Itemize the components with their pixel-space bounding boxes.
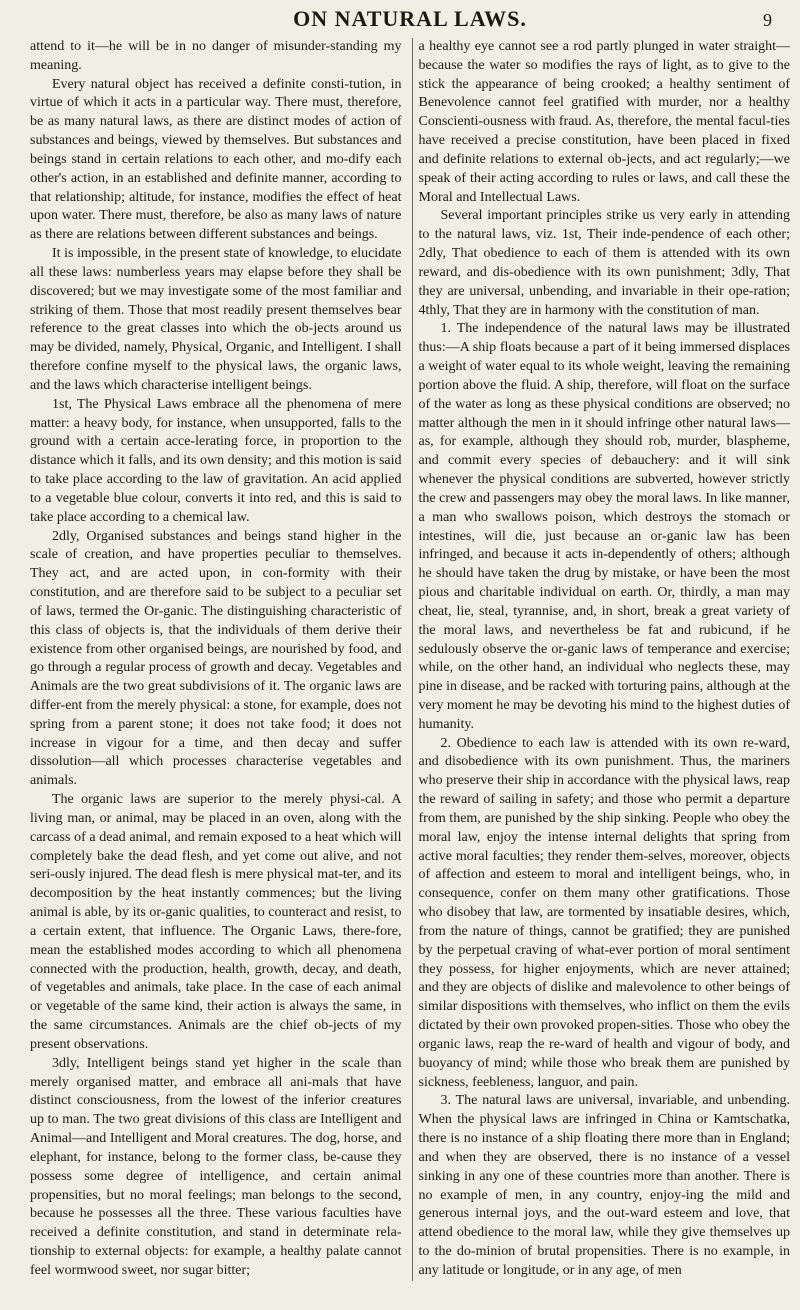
left-column [30, 38, 402, 1281]
paragraph: Several important principles strike us very early in attending to the natural laws, viz. 1st, Their inde-pendence of each other; 2dly, That obedience to each of them is attended with its own reward, and dis-obedience with its own punishment; 3dly, That they are universal, unbending, and invariable in their ope-ration; 4thly, That they are in harmony with the constitution of man. [418, 208, 790, 318]
running-head: ON NATURAL LAWS. [293, 6, 527, 31]
paragraph: Every natural object has received a definite consti-tution, in virtue of which it acts in a particular way. There must, therefore, be as many natural laws, as there are distinct modes of action of substances and beings, viewed by themselves. But substances and beings stand in certain relations to each other, and mo-dify each other's action, in an established and definite manner, according to that relationship; altitude, for instance, modifies the effect of heat upon water. There must, therefore, be also as many laws of nature as there are relations between different substances and beings. [30, 76, 402, 243]
paragraph: attend to it—he will be in no danger of misunder-standing my meaning. [30, 39, 402, 73]
paragraph: It is impossible, in the present state of knowledge, to elucidate all these laws: numberless years may elapse before they shall be discovered; but we may investigate some of the most familiar and striking of them. Those that most readily present themselves bear reference to the great classes into which the ob-jects around us may be divided, namely, Physical, Organic, and Intelligent. I shall therefore confine myself to the physical laws, the organic laws, and the laws which characterise intelligent beings. [30, 246, 402, 393]
paragraph: 1st, The Physical Laws embrace all the phenomena of mere matter: a heavy body, for instance, when unsupported, falls to the ground with a certain acce-lerating force, in proportion to the distance which it falls, and its own density; and this motion is said to take place according to the law of gravitation. An acid applied to a vegetable blue colour, converts it into red, and this is said to take place according to a chemical law. [30, 396, 402, 525]
paragraph: 2dly, Organised substances and beings stand higher in the scale of creation, and have properties peculiar to themselves. They act, and are acted upon, in con-formity with their constitution, and are therefore said to be subject to a peculiar set of laws, termed the Or-ganic. The distinguishing characteristic of this class of objects is, that the individuals of them derive their existence from other organised beings, are nourished by food, and go through a regular process of growth and decay. Vegetables and Animals are the two great subdivisions of it. The organic laws are differ-ent from the merely physical: a stone, for example, does not spring from a parent stone; it does not take food; it does not increase in vigour for a time, and then decay and suffer dissolution—all which processes characterise vegetables and animals. [30, 528, 402, 789]
paragraph: 1. The independence of the natural laws may be illustrated thus:—A ship floats because a part of it being immersed displaces a weight of water equal to its whole weight, leaving the remaining portion above the fluid. A ship, therefore, will float on the surface of the water as long as these physical conditions are observed; no matter although the men in it should infringe other natural laws—as, for example, although they should rob, murder, blaspheme, and commit every species of debauchery: and it will sink whenever the physical conditions are subverted, however strictly the crew and passengers may obey the moral laws. In like manner, a man who swallows poison, which destroys the stomach or intestines, will die, just because an or-ganic law has been infringed, and because it acts in-dependently of others; although he should have taken the drug by mistake, or have been the most pious and charitable individual on earth. Or, thirdly, a man may cheat, lie, steal, tyrannise, and, in short, break a great variety of the moral laws, and nevertheless be fat and rubicund, if he sedulously observe the or-ganic laws of temperance and exercise; while, on the other hand, an individual who neglects these, may pine in disease, and be racked with torturing pains, although at the very moment he may be devoting his mind to the highest duties of humanity. [418, 321, 790, 732]
paragraph: The organic laws are superior to the merely physi-cal. A living man, or animal, may be placed in an oven, along with the carcass of a dead animal, and remain exposed to a heat which will completely bake the dead flesh, and yet come out alive, and not seri-ously injured. The dead flesh is mere physical mat-ter, and its decomposition by the heat instantly commences; but the living animal is able, by its or-ganic qualities, to counteract and resist, to a certain extent, that influence. The Organic Laws, there-fore, mean the established modes according to which all phenomena connected with the production, health, growth, decay, and death, of vegetables and animals, take place. In the case of each animal or vegetable of the same kind, their action is always the same, in the same circumstances. Animals are the chief ob-jects of my present observations. [30, 792, 402, 1052]
paragraph: 3dly, Intelligent beings stand yet higher in the scale than merely organised matter, and embrace all ani-mals that have distinct consciousness, from the lowest of the inferior creatures up to man. The two great divisions of this class are Intelligent and Animal—and Intelligent and Moral creatures. The dog, horse, and elephant, for instance, belong to the former class, be-cause they possess some degree of intelligence, and certain animal propensities, but no moral feelings; man belongs to the second, because he possesses all the three. These various faculties have received a definite constitution, and stand in determinate rela-tionship to external objects: for example, a healthy palate cannot feel wormwood sweet, nor sugar bitter; [30, 1055, 402, 1278]
text-columns [30, 38, 790, 1281]
paragraph: 3. The natural laws are universal, invariable, and unbending. When the physical laws are infringed in China or Kamtschatka, there is no instance of a ship floating there more than in England; and when they are observed, there is no instance of a vessel sinking in any one of these countries more than another. There is no example of men, in any country, enjoy-ing the mild and generous internal joys, and the out-ward esteem and love, that attend obedience to the moral law, while they give themselves up to the do-minion of brutal propensities. There is no example, in any latitude or longitude, or in any age, of men [418, 1093, 790, 1278]
page-number: 9 [763, 10, 772, 30]
paragraph: 2. Obedience to each law is attended with its own re-ward, and disobedience with its own punishment. Thus, the mariners who preserve their ship in accordance with the physical laws, reap the reward of sailing in safety; and those who permit a departure from them, are punished by the ship sinking. People who obey the moral law, enjoy the intense internal delights that spring from active moral faculties; they render them-selves, moreover, objects of affection and esteem to moral and intelligent beings, who, in consequence, confer on them many other gratifications. Those who disobey that law, are tormented by insatiable desires, which, from the nature of things, cannot be gratified; they are punished by the perpetual craving of what-ever portion of moral sentiment they possess, for higher enjoyments, which are never attained; and they are objects of dislike and malevolence to other beings of similar dispositions with themselves, who inflict on them the evils dictated by their own provoked propen-sities. Those who obey the organic laws, reap the re-ward of health and vigour of body, and buoyancy of mind; while those who break them are punished by sickness, feebleness, languor, and pain. [418, 735, 790, 1090]
paragraph: a healthy eye cannot see a rod partly plunged in water straight—because the water so modifies the rays of light, as to give to the stick the appearance of being crooked; a healthy sentiment of Benevolence cannot feel gratified with murder, nor a healthy Conscienti-ousness with fraud. As, therefore, the mental facul-ties have received a precise constitution, have been placed in fixed and definite relations to external ob-jects, and act regularly;—we speak of their acting according to rules or laws, and call these the Moral and Intellectual Laws. [418, 39, 790, 205]
page-header [30, 0, 790, 38]
right-column [412, 38, 791, 1281]
